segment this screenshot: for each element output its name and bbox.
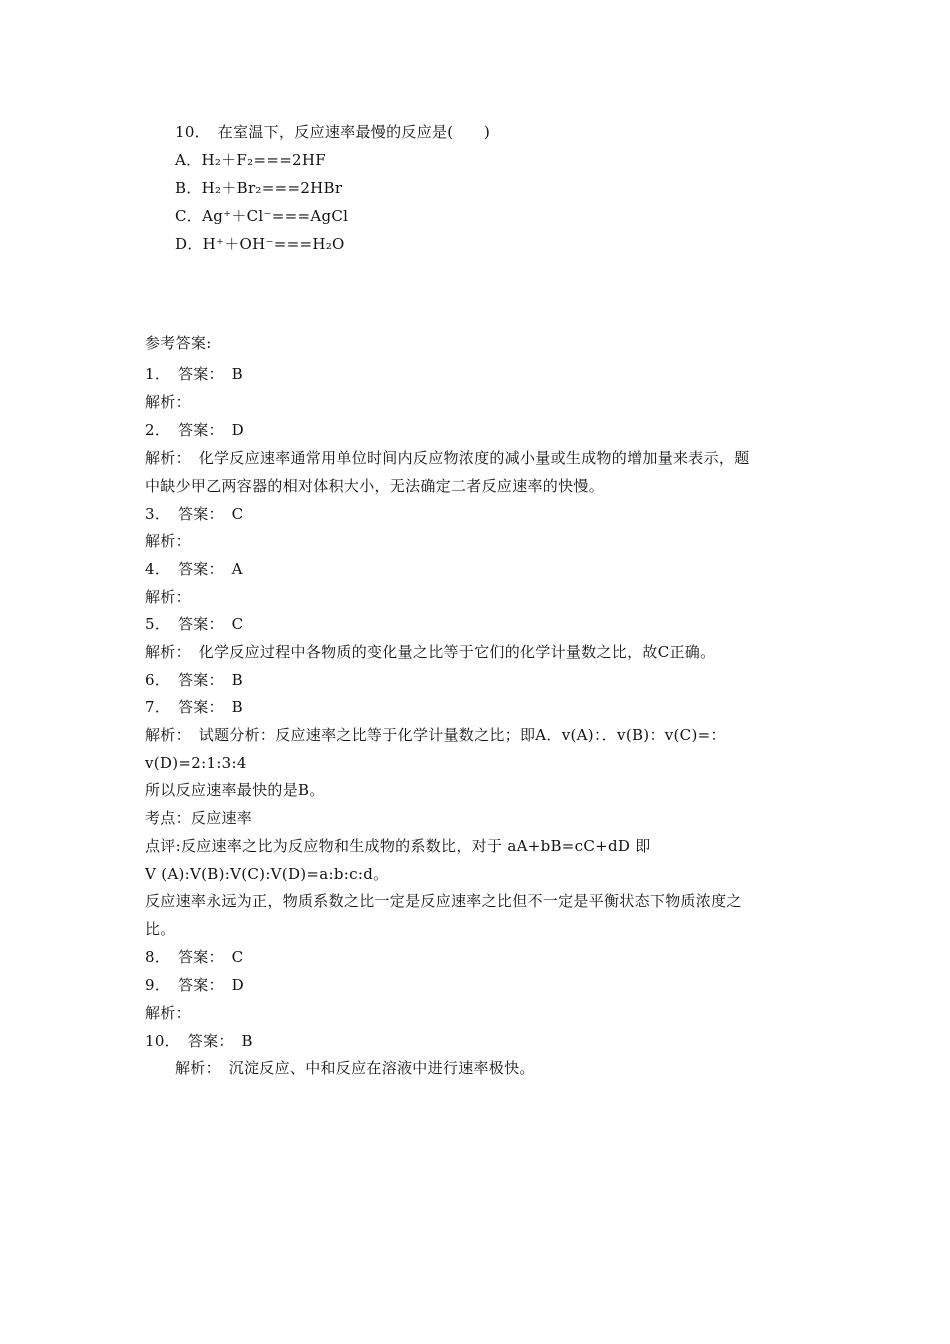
option-a	[175, 150, 326, 170]
answer-line: 所以反应速率最快的是B。	[145, 781, 325, 799]
option-text: Ag⁺＋Cl⁻===AgCl	[202, 207, 349, 225]
option-b	[175, 178, 342, 198]
option-c	[175, 206, 348, 226]
answer-line: 6． 答案： B	[145, 671, 243, 689]
answer-line: 3． 答案： C	[145, 505, 244, 523]
answer-line: 点评:反应速率之比为反应物和生成物的系数比，对于 aA+bB=cC+dD 即	[145, 837, 651, 855]
answer-line: 1． 答案： B	[145, 365, 243, 383]
option-text: H⁺＋OH⁻===H₂O	[202, 235, 345, 253]
answer-line: 7． 答案： B	[145, 698, 243, 716]
answer-line: 比。	[145, 920, 176, 938]
option-letter: A．	[175, 151, 202, 169]
final-analysis: 解析： 沉淀反应、中和反应在溶液中进行速率极快。	[175, 1059, 535, 1077]
answer-line: 解析：	[145, 393, 191, 411]
option-letter: C．	[175, 207, 203, 225]
answer-line: 考点：反应速率	[145, 809, 253, 827]
answer-line: 4． 答案： A	[145, 560, 243, 578]
question-stem: 10． 在室温下，反应速率最慢的反应是( )	[175, 123, 491, 141]
answer-line: 反应速率永远为正，物质系数之比一定是反应速率之比但不一定是平衡状态下物质浓度之	[145, 892, 742, 910]
option-letter: D．	[175, 235, 203, 253]
answer-line: 中缺少甲乙两容器的相对体积大小，无法确定二者反应速率的快慢。	[145, 477, 605, 495]
answer-line: 解析：	[145, 532, 191, 550]
answer-line: 解析：	[145, 588, 191, 606]
answer-line: 5． 答案： C	[145, 615, 244, 633]
option-d	[175, 234, 345, 254]
answer-line: 解析：	[145, 1004, 191, 1022]
option-text: H₂＋Br₂===2HBr	[201, 179, 343, 197]
answer-line: v(D)=2:1:3:4	[145, 754, 247, 772]
answer-line: 10． 答案： B	[145, 1032, 253, 1050]
answer-line: 解析： 试题分析：反应速率之比等于化学计量数之比；即A．v(A)：．v(B)：v(C)=：	[145, 726, 726, 744]
answer-line: 9． 答案： D	[145, 976, 244, 994]
option-letter: B．	[175, 179, 202, 197]
answers-heading: 参考答案:	[145, 334, 212, 352]
answer-line: V (A):V(B):V(C):V(D)=a:b:c:d。	[145, 865, 389, 883]
answer-line: 解析： 化学反应速率通常用单位时间内反应物浓度的减小量或生成物的增加量来表示，题	[145, 449, 750, 467]
answer-line: 8． 答案： C	[145, 948, 244, 966]
answer-line: 解析： 化学反应过程中各物质的变化量之比等于它们的化学计量数之比，故C正确。	[145, 643, 716, 661]
option-text: H₂＋F₂===2HF	[201, 151, 326, 169]
answer-line: 2． 答案： D	[145, 421, 244, 439]
